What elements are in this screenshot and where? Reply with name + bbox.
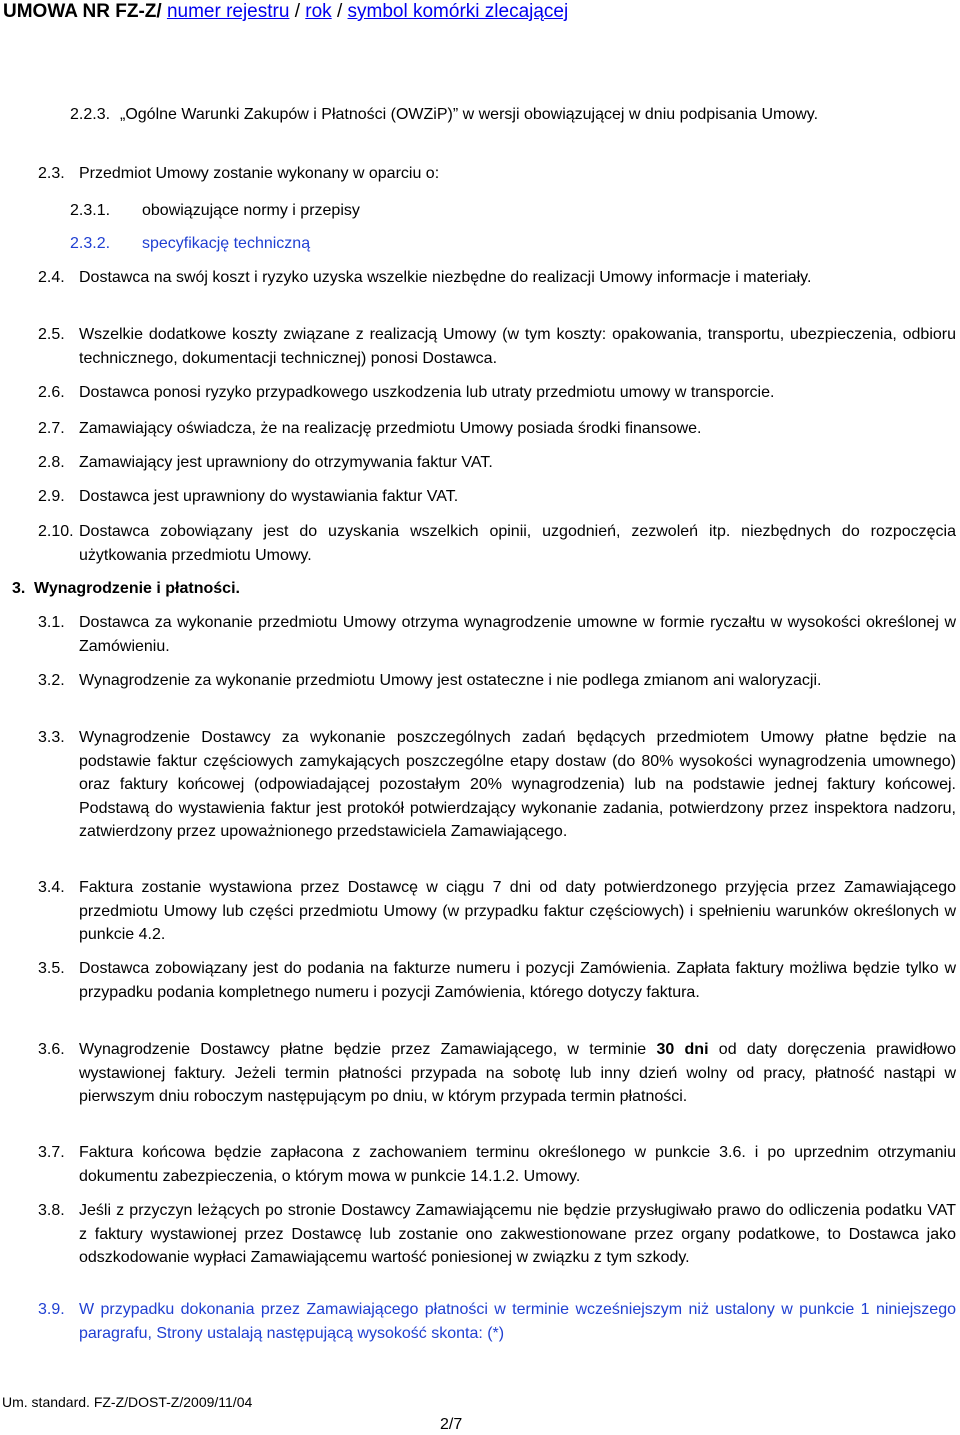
document-page: UMOWA NR FZ-Z/ numer rejestru / rok / symbol komórki zlecającej 2.2.3. „Ogólne Warunki Zakupów i Płatności (OWZiP)” w wersji obowiązującej w dniu podpisania Umowy. 2.3. Przedmiot Umowy zostanie wykonany w oparciu o: 2.3.1. obowiązujące normy i przepisy 2.3.2. specyfikację techniczną 2.4. Dostawca na swój koszt i ryzyko uzyska wszelkie niezbędne do realizacji Umowy informacje i materiały. 2.5. Wszelkie dodatkowe koszty związane z realizacją Umowy (w tym koszty: opakowania, transportu, ubezpieczenia, odbioru technicznego, dokumentacji technicznej) ponosi Dostawca. 2.6. Dostawca ponosi ryzyko przypadkowego uszkodzenia lub utraty przedmiotu umowy w transporcie. 2.7. Zamawiający oświadcza, że na realizację przedmiotu Umowy posiada środki finansowe. 2.8. Zamawiający jest uprawniony do otrzymywania faktur VAT. 2.9. Dostawca jest uprawniony do wystawiania faktur VAT. 2.10. Dostawca zobowiązany jest do uzyskania wszelkich opinii, uzgodnień, zezwoleń itp. niezbędnych do rozpoczęcia użytkowania przedmiotu Umowy. 3. Wynagrodzenie i płatności. 3.1. Dostawca za wykonanie przedmiotu Umowy otrzyma wynagrodzenie umowne w formie ryczałtu w wysokości określonej w Zamówieniu. 3.2. Wynagrodzenie za wykonanie przedmiotu Umowy jest ostateczne i nie podlega zmianom ani waloryzacji. 3.3. Wynagrodzenie Dostawcy za wykonanie poszczególnych zadań będących przedmiotem Umowy płatne będzie na podstawie faktur częściowych zamykających poszczególne etapy dostaw (do 80% wysokości wynagrodzenia umownego) oraz faktury końcowej (odpowiadającej pozostałym 20% wynagrodzenia) lub na podstawie jednej faktury końcowej. Podstawą do wystawienia faktur jest protokół potwierdzający wykonanie zadania, potwierdzony przez inspektora nadzoru, zatwierdzony przez upoważnionego przedstawiciela Zamawiającego. 3.4. Faktura zostanie wystawiona przez Dostawcę w ciągu 7 dni od daty potwierdzonego przyjęcia przez Zamawiającego przedmiotu Umowy lub części przedmiotu Umowy (w przypadku faktur częściowych) i spełnieniu warunków określonych w punkcie 4.2. 3.5. Dostawca zobowiązany jest do podania na fakturze numeru i pozycji Zamówienia. Zapłata faktury możliwa będzie tylko w przypadku podania kompletnego numeru i pozycji Zamówienia, którego dotyczy faktura. 3.6. Wynagrodzenie Dostawcy płatne będzie przez Zamawiającego, w terminie 30 dni od daty doręczenia prawidłowo wystawionej faktury. Jeżeli termin płatności przypada na sobotę lub inny dzień wolny od pracy, płatność nastąpi w pierwszym dniu roboczym następującym po dniu, w którym przypada termin płatności. 3.7. Faktura końcowa będzie zapłacona z zachowaniem terminu określonego w punkcie 3.6. i po uprzednim otrzymaniu dokumentu zabezpieczenia, o którym mowa w punkcie 14.1.2. Umowy. 3.8. Jeśli z przyczyn leżących po stronie Dostawcy Zamawiającemu nie będzie przysługiwało prawo do odliczenia podatku VAT z faktury wystawionej przez Dostawcę lub zostanie ono zakwestionowane przez organy podatkowe, to Dostawca jako odszkodowanie wypłaci Zamawiającemu wartość poniesionej w związku z tym szkody. 3.9. W przypadku dokonania przez Zamawiającego płatności w terminie wcześniejszym niż ustalony w punkcie 1 niniejszego paragrafu, Strony ustalają następującą wysokość skonta: (*) Um. standard. FZ-Z/DOST-Z/2009/11/04 2/7	[2, 1, 957, 1433]
link-numer-rejestru[interactable]: numer rejestru	[166, 1, 290, 22]
document-header: UMOWA NR FZ-Z/ numer rejestru / rok / symbol komórki zlecającej	[3, 1, 569, 22]
section-3-heading: 3. Wynagrodzenie i płatności.	[12, 580, 240, 597]
footer-document-code: Um. standard. FZ-Z/DOST-Z/2009/11/04	[2, 1394, 253, 1410]
payment-term-bold: 30 dni	[656, 1041, 709, 1058]
contract-title: UMOWA NR FZ-Z	[3, 1, 157, 22]
footer-page-number: 2/7	[440, 1416, 463, 1433]
link-symbol-komorki[interactable]: symbol komórki zlecającej	[347, 1, 569, 22]
link-rok[interactable]: rok	[305, 1, 332, 22]
